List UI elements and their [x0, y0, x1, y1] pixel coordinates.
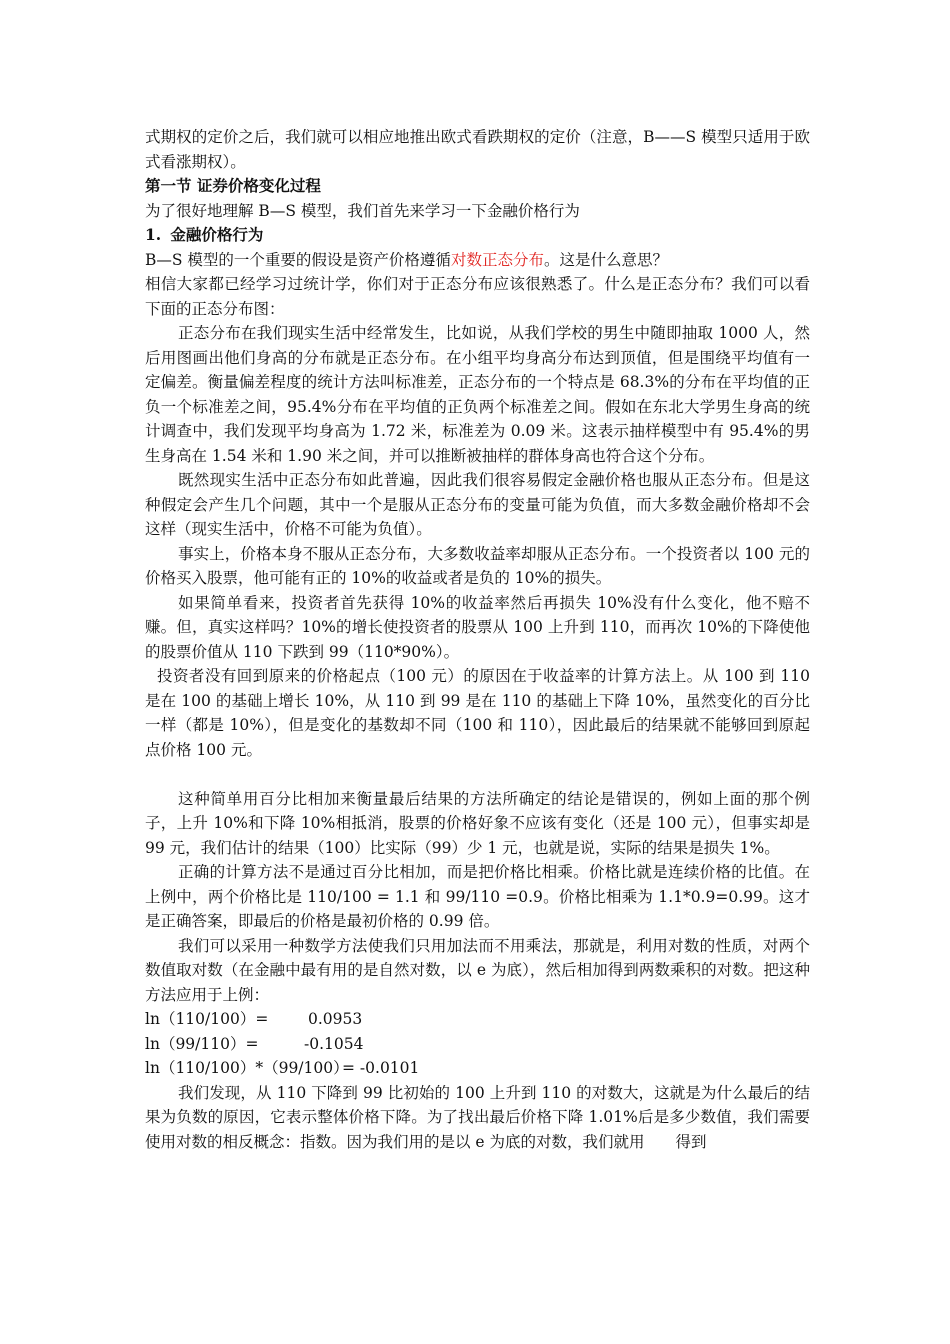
assumption-text-b: 。这是什么意思？: [543, 250, 668, 269]
formula-line: [145, 1032, 810, 1057]
subsection-number: 1.: [145, 225, 162, 244]
formula-rhs: -0.1054: [304, 1034, 364, 1053]
paragraph-statistics: 相信大家都已经学习过统计学，你们对于正态分布应该很熟悉了。什么是正态分布？我们可以看下面的正态分布图：: [145, 275, 810, 318]
formula-line: [145, 1056, 810, 1081]
section-title: 第一节 证券价格变化过程: [145, 176, 321, 195]
document-body: [145, 125, 810, 1154]
paragraph-section-intro: 为了很好地理解 B—S 模型，我们首先来学习一下金融价格行为: [145, 201, 580, 220]
paragraph-assumption: [145, 248, 810, 273]
lognormal-highlight: 对数正态分布: [450, 250, 544, 269]
subsection-title: 金融价格行为: [170, 225, 264, 244]
paragraph-common: 既然现实生活中正态分布如此普遍，因此我们很容易假定金融价格也服从正态分布。但是这种假定会产生几个问题，其中一个是服从正态分布的变量可能为负值，而大多数金融价格却不会这样（现实生活中，价格不可能为负值）。: [145, 471, 810, 538]
formula-rhs: = -0.0101: [342, 1059, 420, 1077]
assumption-text-a: B—S 模型的一个重要的假设是资产价格遵循: [145, 250, 451, 269]
paragraph-wrong-method: 这种简单用百分比相加来衡量最后结果的方法所确定的结论是错误的，例如上面的那个例子，上升 10%和下降 10%相抵消，股票的价格好象不应该有变化（还是 100 元），但事实却是 99 元，我们估计的结果（100）比实际（99）少 1 元，也就是说，实际的结果是损失 1%。: [145, 789, 810, 857]
formula-line: [145, 1007, 810, 1032]
paragraph-correct-method: 正确的计算方法不是通过百分比相加，而是把价格比相乘。价格比就是连续价格的比值。在上例中，两个价格比是 110/100 = 1.1 和 99/110 =0.9。价格比相乘为 1.1*0.9=0.99。这才是正确答案，即最后的价格是最初价格的 0.99 倍。: [145, 863, 810, 930]
formula-lhs: ln（110/100）*（99/100）: [145, 1059, 349, 1077]
formula-lhs: ln（110/100）=: [145, 1010, 269, 1028]
paragraph-simple-view: 如果简单看来，投资者首先获得 10%的收益率然后再损失 10%没有什么变化，他不赔不赚。但，真实这样吗？10%的增长使投资者的股票从 100 上升到 110，而再次 10%的下降使他的股票价值从 110 下跌到 99（110*90%）。: [145, 593, 810, 661]
formula-rhs: 0.0953: [308, 1010, 363, 1028]
paragraph-intro: 式期权的定价之后，我们就可以相应地推出欧式看跌期权的定价（注意，B——S 模型只适用于欧式看涨期权）。: [145, 128, 810, 171]
paragraph-logarithm: 我们可以采用一种数学方法使我们只用加法而不用乘法，那就是，利用对数的性质，对两个数值取对数（在金融中最有用的是自然对数，以 e 为底），然后相加得到两数乘积的对数。把这种方法应用于上例：: [145, 936, 810, 1004]
blank-line: [145, 762, 810, 787]
formula-lhs: ln（99/110）=: [145, 1034, 259, 1053]
subsection-heading: [145, 223, 810, 248]
paragraph-normal-distribution: 正态分布在我们现实生活中经常发生，比如说，从我们学校的男生中随即抽取 1000 人，然后用图画出他们身高的分布就是正态分布。在小组平均身高分布达到顶值，但是围绕平均值有一定偏差。衡量偏差程度的统计方法叫标准差，正态分布的一个特点是 68.3%的分布在平均值的正负一个标准差之间，95.4%分布在平均值的正负两个标准差之间。假如在东北大学男生身高的统计调查中，我们发现平均身高为 1.72 米，标准差为 0.09 米。这表示抽样模型中有 95.4%的男生身高在 1.54 米和 1.90 米之间，并可以推断被抽样的群体身高也符合这个分布。: [145, 324, 810, 465]
paragraph-investor: 投资者没有回到原来的价格起点（100 元）的原因在于收益率的计算方法上。从 100 到 110 是在 100 的基础上增长 10%，从 110 到 99 是在 110 的基础上下降 10%，虽然变化的百分比一样（都是 10%），但是变化的基数却不同（100 和 110），因此最后的结果就不能够回到原起点价格 100 元。: [145, 667, 810, 759]
paragraph-fact: 事实上，价格本身不服从正态分布，大多数收益率却服从正态分布。一个投资者以 100 元的价格买入股票，他可能有正的 10%的收益或者是负的 10%的损失。: [145, 544, 810, 587]
paragraph-find: 我们发现，从 110 下降到 99 比初始的 100 上升到 110 的对数大，这就是为什么最后的结果为负数的原因，它表示整体价格下降。为了找出最后价格下降 1.01%后是多少数值，我们需要使用对数的相反概念：指数。因为我们用的是以 e 为底的对数，我们就用 得到: [145, 1083, 810, 1151]
